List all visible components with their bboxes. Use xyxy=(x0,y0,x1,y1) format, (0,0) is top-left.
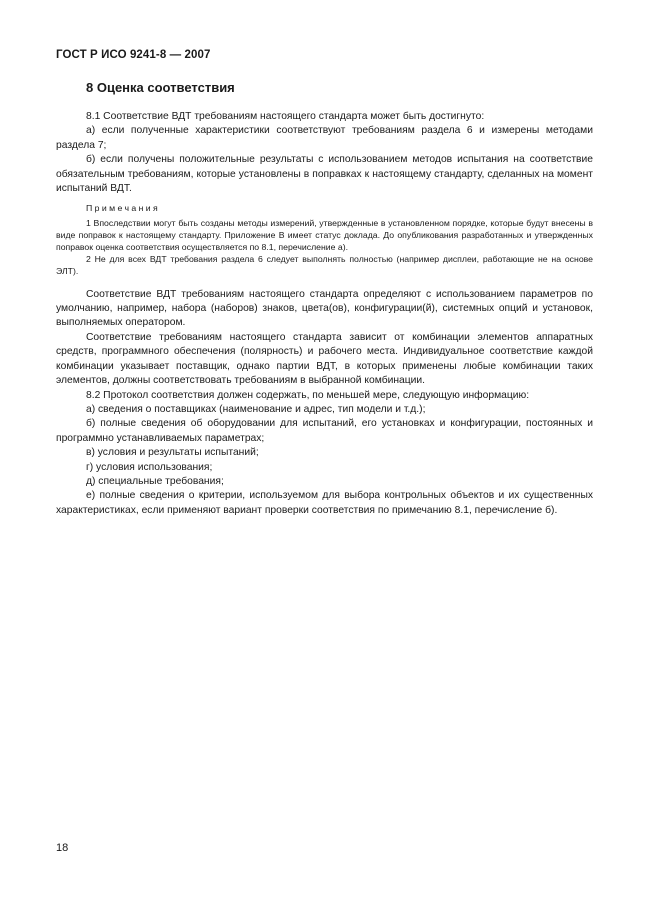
protocol-item-a: а) сведения о поставщиках (наименование и адрес, тип модели и т.д.); xyxy=(86,403,426,415)
list-item-b: б) если получены положительные результаты с использованием методов испытания на соответствие обязательным требованиям, которые установлены в поправках к настоящему стандарту, сделанных на момент испытаний ВДТ. xyxy=(56,154,593,195)
note-1: 1 Впоследствии могут быть созданы методы измерений, утвержденные в установленном порядке, которые будут внесены в виде поправок к настоящему стандарту. Приложение В имеет статус доклада. До опубликования разработанных и утвержденных поправок оценка соответствия осуществляется по 8.1, перечисление а). xyxy=(56,217,593,253)
protocol-item-g: г) условия использования; xyxy=(86,461,213,473)
list-item-a: а) если полученные характеристики соответствуют требованиям раздела 6 и измерены методами раздела 7; xyxy=(56,125,593,151)
notes-block xyxy=(56,202,593,277)
paragraph-combination: Соответствие требованиям настоящего стандарта зависит от комбинации элементов аппаратных средств, программного обеспечения (полярность) и рабочего места. Индивидуальное соответствие каждой комбинации указывает поставщик, однако партии ВДТ, в которых применены любые комбинации таких элементов, должны соответствовать требованиям в выбранной комбинации. xyxy=(56,331,593,387)
paragraph-8-1-intro: 8.1 Соответствие ВДТ требованиям настоящего стандарта может быть достигнуто: xyxy=(86,111,485,122)
running-header: ГОСТ Р ИСО 9241-8 — 2007 xyxy=(56,49,211,61)
protocol-item-b: б) полные сведения об оборудовании для испытаний, его установках и конфигурации, постоянных и программно устанавливаемых параметрах; xyxy=(56,418,593,444)
note-2: 2 Не для всех ВДТ требования раздела 6 следует выполнять полностью (например дисплеи, работающие не на основе ЭЛТ). xyxy=(56,254,593,277)
paragraph-default-params: Соответствие ВДТ требованиям настоящего стандарта определяют с использованием параметров по умолчанию, например, набора (наборов) знаков, цвета(ов), конфигурации(й), системных опций и установок, выполняемых оператором. xyxy=(56,288,593,329)
protocol-item-e: е) полные сведения о критерии, используемом для выбора контрольных объектов и их существенных характеристиках, если применяют вариант проверки соответствия по примечанию 8.1, перечисление б). xyxy=(56,490,593,516)
section-title: 8 Оценка соответствия xyxy=(86,80,235,95)
page-number: 18 xyxy=(56,842,69,854)
protocol-item-v: в) условия и результаты испытаний; xyxy=(86,447,259,459)
section-body xyxy=(56,110,593,518)
notes-heading: Примечания xyxy=(86,203,161,214)
protocol-item-d: д) специальные требования; xyxy=(86,475,224,487)
paragraph-8-2-intro: 8.2 Протокол соответствия должен содержать, по меньшей мере, следующую информацию: xyxy=(86,389,530,401)
